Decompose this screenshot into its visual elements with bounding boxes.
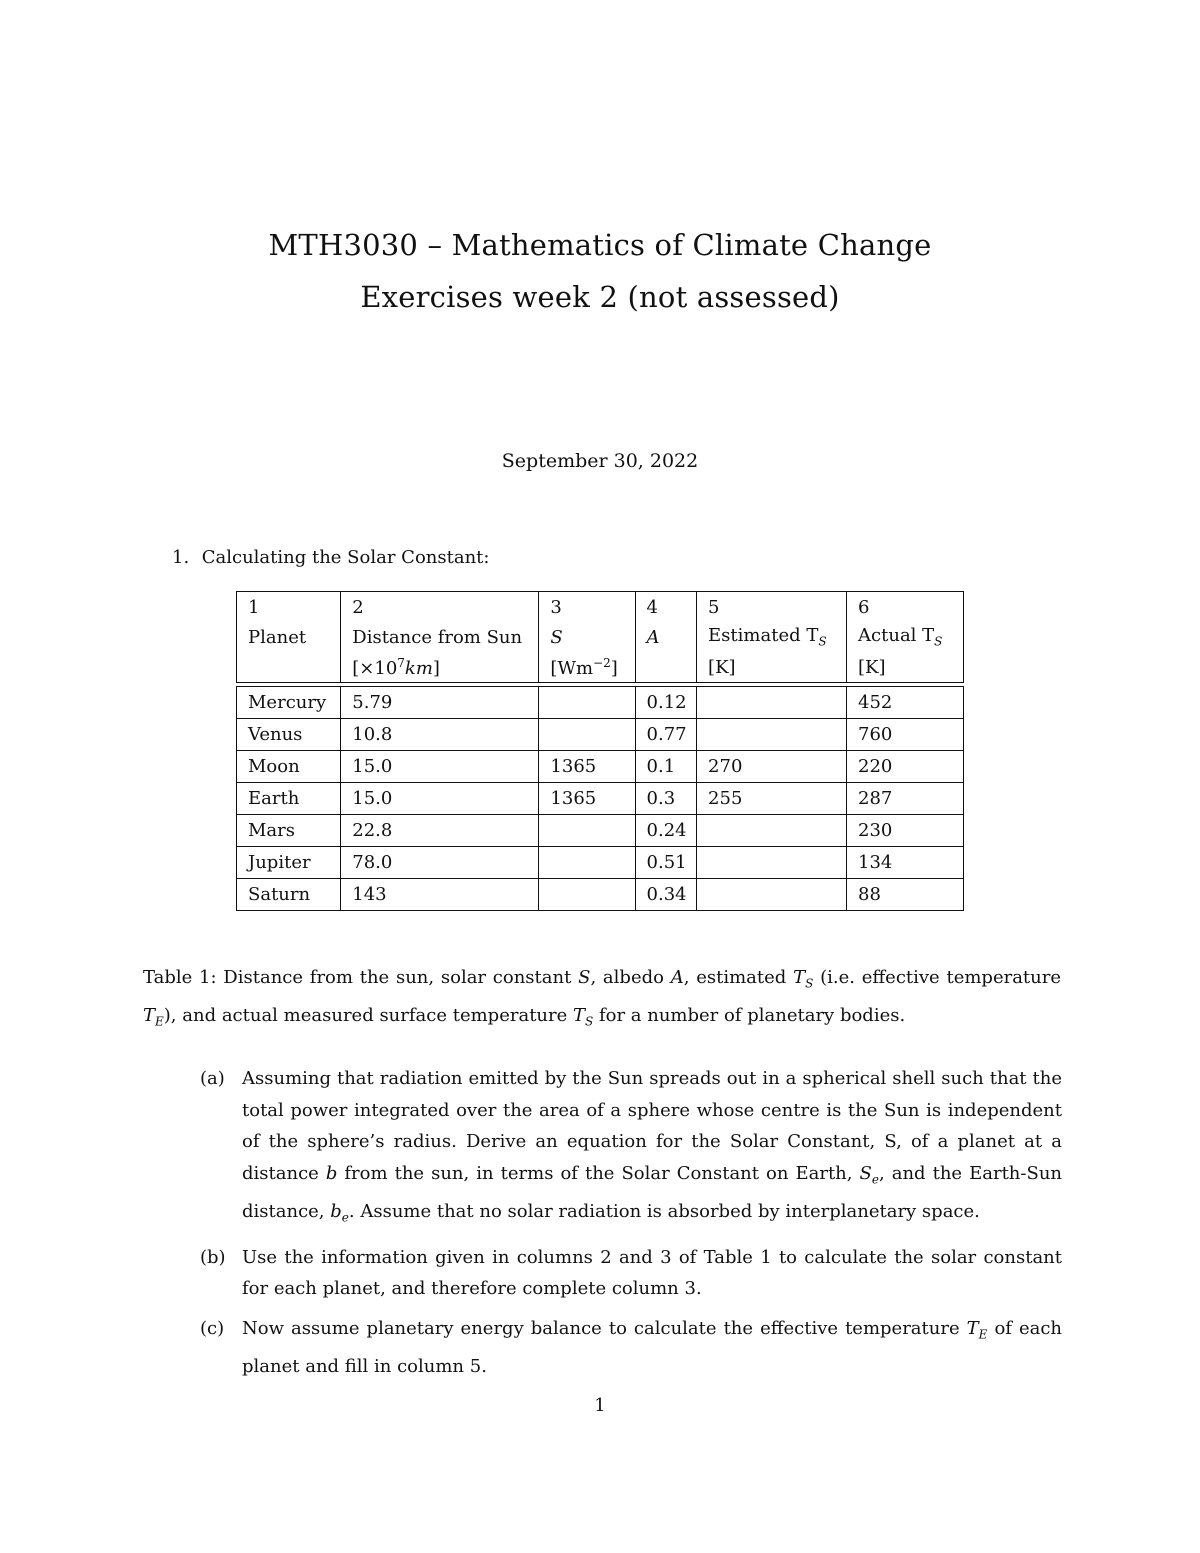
cell-albedo: 0.1 (635, 751, 697, 783)
cell-planet: Saturn (237, 879, 341, 911)
cell-estimated-ts: 270 (697, 751, 847, 783)
table-column-number-row (237, 592, 964, 623)
cell-planet: Jupiter (237, 847, 341, 879)
unit-solar-constant: $[Wm^{-2}]$ (539, 652, 635, 683)
table-header-row (237, 622, 964, 652)
unit-planet (237, 652, 341, 683)
unit-albedo (635, 652, 697, 683)
cell-distance: 15.0 (341, 751, 539, 783)
table-row (237, 719, 964, 751)
part-b: (b) Use the information given in columns 2 and 3 of Table 1 to calculate the solar constant for each planet, and therefore complete column 3. (200, 1242, 1062, 1305)
cell-estimated-ts (697, 687, 847, 719)
cell-albedo: 0.3 (635, 783, 697, 815)
table-caption: Table 1: Distance from the sun, solar constant S, albedo A, estimated $T_S$ (i.e. effective temperature $T_E$), and actual measured surface temperature $T_S$ for a number of planetary bodies. (143, 967, 1062, 1029)
header-planet: Planet (237, 622, 341, 652)
question-number: 1. (172, 547, 190, 568)
cell-estimated-ts (697, 719, 847, 751)
cell-actual-ts: 287 (847, 783, 964, 815)
table-row (237, 687, 964, 719)
header-albedo: A (635, 622, 697, 652)
table-row (237, 815, 964, 847)
question-parts (200, 1063, 1062, 1390)
cell-albedo: 0.12 (635, 687, 697, 719)
cell-albedo: 0.24 (635, 815, 697, 847)
document-subtitle: Exercises week 2 (not assessed) (360, 280, 840, 314)
cell-actual-ts: 452 (847, 687, 964, 719)
part-c-label: (c) (200, 1317, 225, 1339)
header-estimated-ts: Estimated $T_S$ (697, 622, 847, 652)
unit-actual-ts: [K] (847, 652, 964, 683)
planet-data-table (236, 591, 964, 911)
cell-planet: Mercury (237, 687, 341, 719)
cell-solar-constant (539, 879, 635, 911)
page-number: 1 (594, 1395, 606, 1416)
table-row (237, 751, 964, 783)
table-row (237, 847, 964, 879)
cell-albedo: 0.34 (635, 879, 697, 911)
question-heading (172, 547, 489, 568)
cell-solar-constant (539, 719, 635, 751)
document-title: MTH3030 – Mathematics of Climate Change (268, 228, 932, 262)
part-b-label: (b) (200, 1246, 226, 1268)
cell-planet: Earth (237, 783, 341, 815)
cell-solar-constant (539, 847, 635, 879)
cell-actual-ts: 88 (847, 879, 964, 911)
column-number: 1 (237, 592, 341, 623)
column-number: 2 (341, 592, 539, 623)
header-distance: Distance from Sun (341, 622, 539, 652)
cell-distance: 78.0 (341, 847, 539, 879)
cell-solar-constant: 1365 (539, 783, 635, 815)
part-a-label: (a) (200, 1068, 225, 1089)
cell-actual-ts: 134 (847, 847, 964, 879)
part-a: (a) Assuming that radiation emitted by the Sun spreads out in a spherical shell such that the total power integrated over the area of a sphere whose centre is the Sun is independent of the sphere’s radius. Derive an equation for the Solar Constant, S, of a planet at a distance b from the sun, in terms of the Solar Constant on Earth, $S_e$, and the Earth-Sun distance, $b_e$. Assume that no solar radiation is absorbed by interplanetary space. (200, 1063, 1062, 1234)
unit-distance: $[\times 10^7km]$ (341, 652, 539, 683)
document-date: September 30, 2022 (501, 450, 699, 472)
table-row (237, 783, 964, 815)
unit-estimated-ts: [K] (697, 652, 847, 683)
column-number: 4 (635, 592, 697, 623)
cell-solar-constant: 1365 (539, 751, 635, 783)
cell-actual-ts: 760 (847, 719, 964, 751)
cell-solar-constant (539, 815, 635, 847)
cell-distance: 143 (341, 879, 539, 911)
cell-solar-constant (539, 687, 635, 719)
cell-distance: 5.79 (341, 687, 539, 719)
cell-estimated-ts: 255 (697, 783, 847, 815)
cell-planet: Venus (237, 719, 341, 751)
part-c: (c) Now assume planetary energy balance to calculate the effective temperature $T_E$ of each planet and fill in column 5. (200, 1313, 1062, 1383)
column-number: 3 (539, 592, 635, 623)
table-row (237, 879, 964, 911)
cell-estimated-ts (697, 847, 847, 879)
table-units-row (237, 652, 964, 683)
cell-actual-ts: 230 (847, 815, 964, 847)
cell-distance: 22.8 (341, 815, 539, 847)
header-actual-ts: Actual $T_S$ (847, 622, 964, 652)
cell-planet: Moon (237, 751, 341, 783)
cell-planet: Mars (237, 815, 341, 847)
cell-estimated-ts (697, 879, 847, 911)
question-title: Calculating the Solar Constant: (201, 547, 490, 568)
cell-albedo: 0.77 (635, 719, 697, 751)
cell-actual-ts: 220 (847, 751, 964, 783)
cell-estimated-ts (697, 815, 847, 847)
header-solar-constant: S (539, 622, 635, 652)
cell-albedo: 0.51 (635, 847, 697, 879)
cell-distance: 10.8 (341, 719, 539, 751)
column-number: 6 (847, 592, 964, 623)
cell-distance: 15.0 (341, 783, 539, 815)
column-number: 5 (697, 592, 847, 623)
